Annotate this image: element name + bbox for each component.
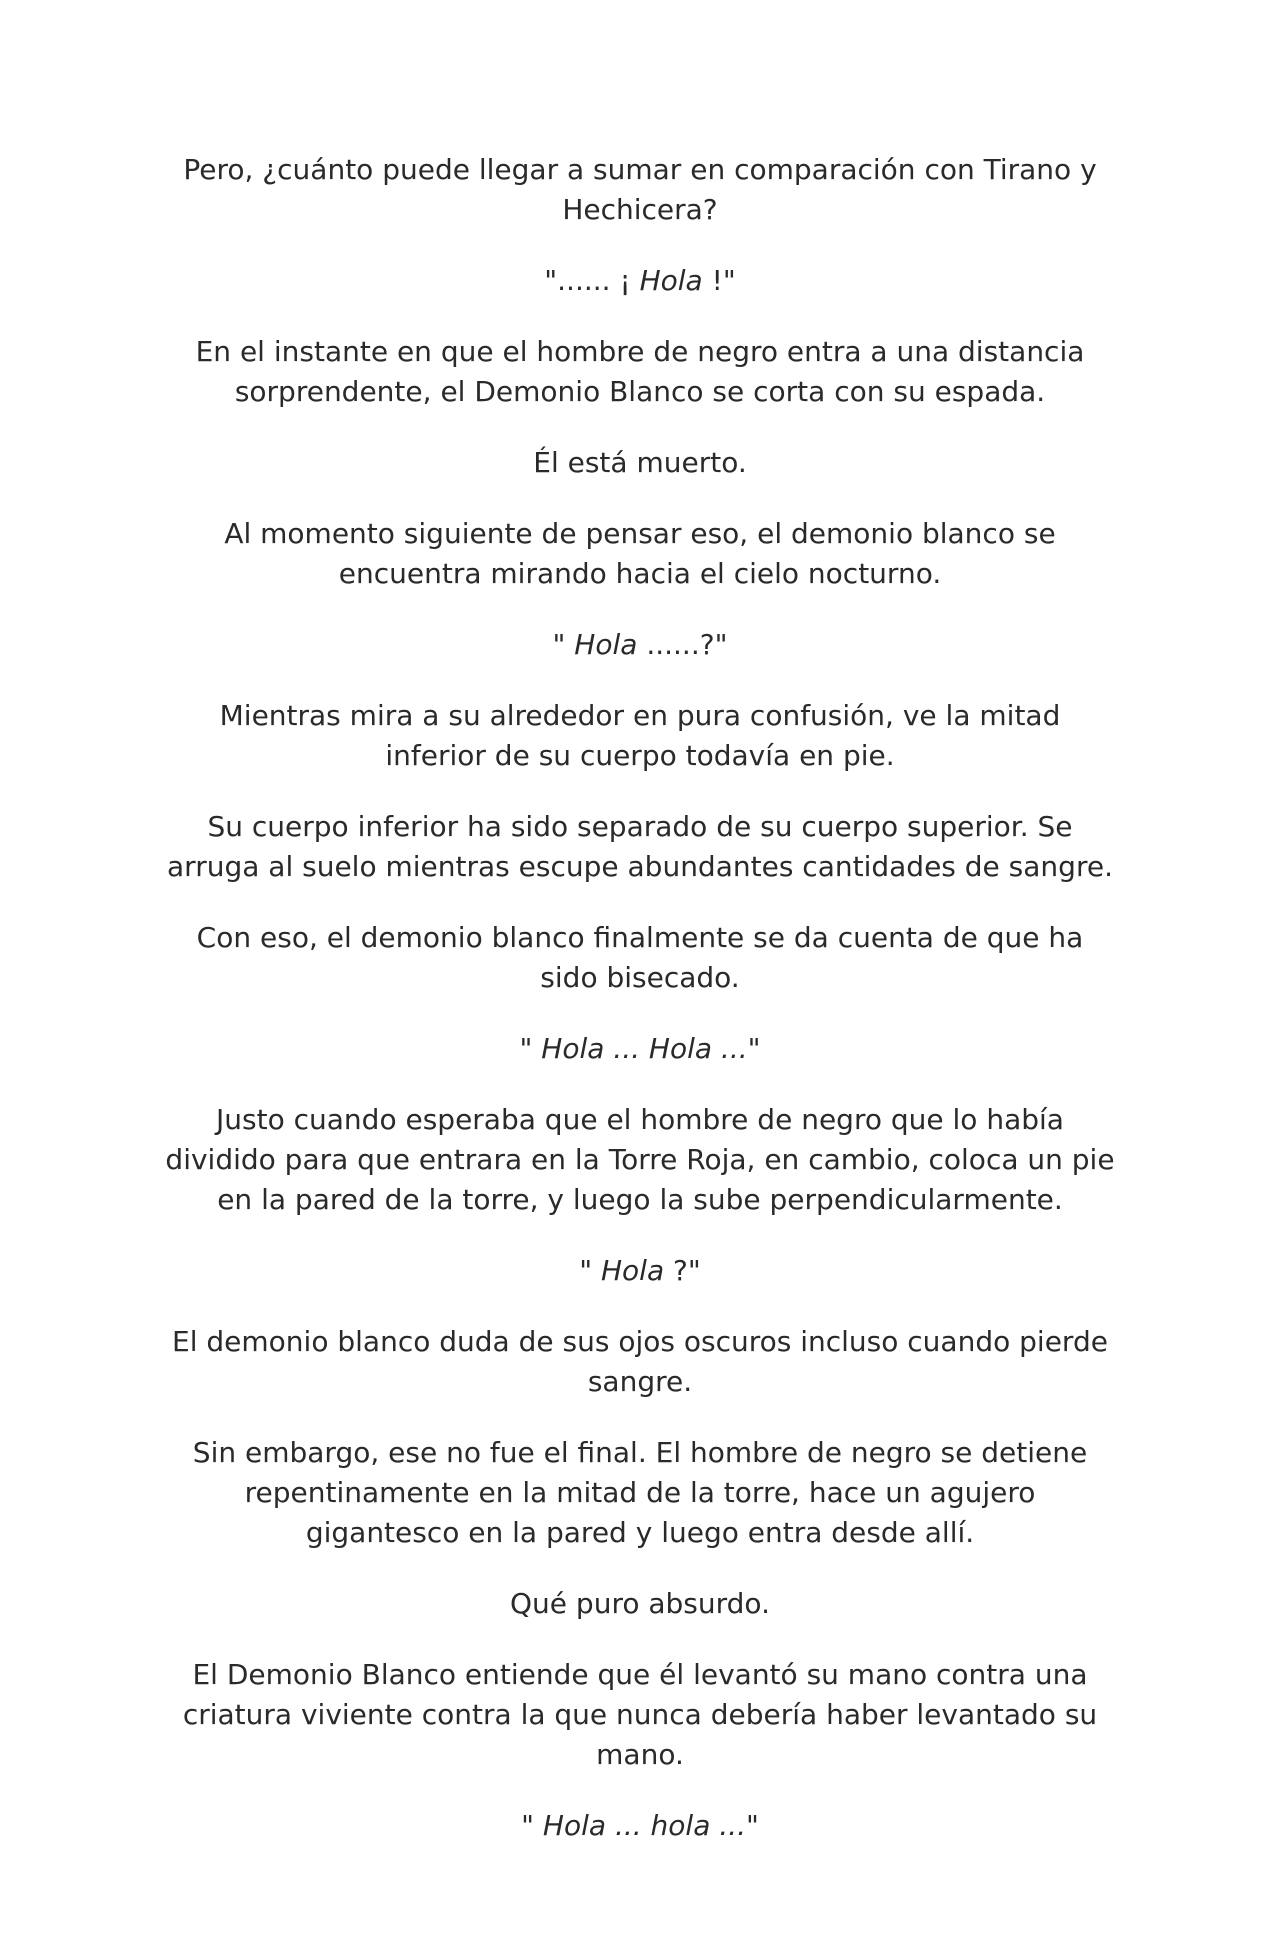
- dialogue-line: [165, 1029, 1115, 1069]
- paragraph: [165, 1584, 1115, 1624]
- paragraph-text: El Demonio Blanco entiende que él levantó su mano contra una criatura viviente contra la que nunca debería haber levantado su mano.: [182, 1658, 1098, 1771]
- paragraph: [165, 1322, 1115, 1402]
- paragraph: [165, 1100, 1115, 1220]
- dialogue-text: "...... ¡: [544, 264, 640, 297]
- paragraph-text: Sin embargo, ese no fue el final. El hombre de negro se detiene repentinamente en la mitad de la torre, hace un agujero gigantesco en la pared y luego entra desde allí.: [192, 1436, 1088, 1549]
- paragraph-text: Justo cuando esperaba que el hombre de negro que lo había dividido para que entrara en la Torre Roja, en cambio, coloca un pie en la pared de la torre, y luego la sube perpendicularmente.: [165, 1103, 1115, 1216]
- dialogue-emphasis: Hola: [601, 1254, 665, 1287]
- dialogue-text: ......?": [637, 628, 728, 661]
- paragraph-text: Con eso, el demonio blanco finalmente se da cuenta de que ha sido bisecado.: [196, 921, 1084, 994]
- dialogue-emphasis: Hola: [639, 264, 703, 297]
- paragraph: [165, 332, 1115, 412]
- paragraph: [165, 514, 1115, 594]
- paragraph: [165, 696, 1115, 776]
- dialogue-line: [165, 1806, 1115, 1846]
- dialogue-text: ": [519, 1032, 542, 1065]
- paragraph-text: En el instante en que el hombre de negro entra a una distancia sorprendente, el Demonio Blanco se corta con su espada.: [195, 335, 1085, 408]
- dialogue-text: ": [747, 1032, 761, 1065]
- dialogue-line: [165, 1251, 1115, 1291]
- dialogue-line: [165, 625, 1115, 665]
- dialogue-text: ": [745, 1809, 759, 1842]
- text-body: [165, 150, 1115, 1877]
- paragraph: [165, 150, 1115, 230]
- paragraph-text: Mientras mira a su alrededor en pura confusión, ve la mitad inferior de su cuerpo todavía en pie.: [219, 699, 1061, 772]
- paragraph: [165, 807, 1115, 887]
- dialogue-text: !": [702, 264, 736, 297]
- dialogue-emphasis: Hola ... Hola ...: [541, 1032, 748, 1065]
- dialogue-text: ?": [664, 1254, 701, 1287]
- dialogue-text: ": [552, 628, 575, 661]
- paragraph-text: El demonio blanco duda de sus ojos oscuros incluso cuando pierde sangre.: [172, 1325, 1108, 1398]
- paragraph: [165, 443, 1115, 483]
- paragraph: [165, 918, 1115, 998]
- paragraph: [165, 1655, 1115, 1775]
- dialogue-text: ": [579, 1254, 601, 1287]
- paragraph-text: Al momento siguiente de pensar eso, el demonio blanco se encuentra mirando hacia el cielo nocturno.: [224, 517, 1056, 590]
- paragraph: [165, 1433, 1115, 1553]
- dialogue-text: ": [521, 1809, 543, 1842]
- paragraph-text: Qué puro absurdo.: [510, 1587, 770, 1620]
- dialogue-emphasis: Hola: [574, 628, 638, 661]
- dialogue-line: [165, 261, 1115, 301]
- paragraph-text: Él está muerto.: [533, 446, 747, 479]
- dialogue-emphasis: Hola ... hola ...: [542, 1809, 746, 1842]
- paragraph-text: Pero, ¿cuánto puede llegar a sumar en comparación con Tirano y Hechicera?: [183, 153, 1097, 226]
- paragraph-text: Su cuerpo inferior ha sido separado de su cuerpo superior. Se arruga al suelo mientras escupe abundantes cantidades de sangre.: [167, 810, 1113, 883]
